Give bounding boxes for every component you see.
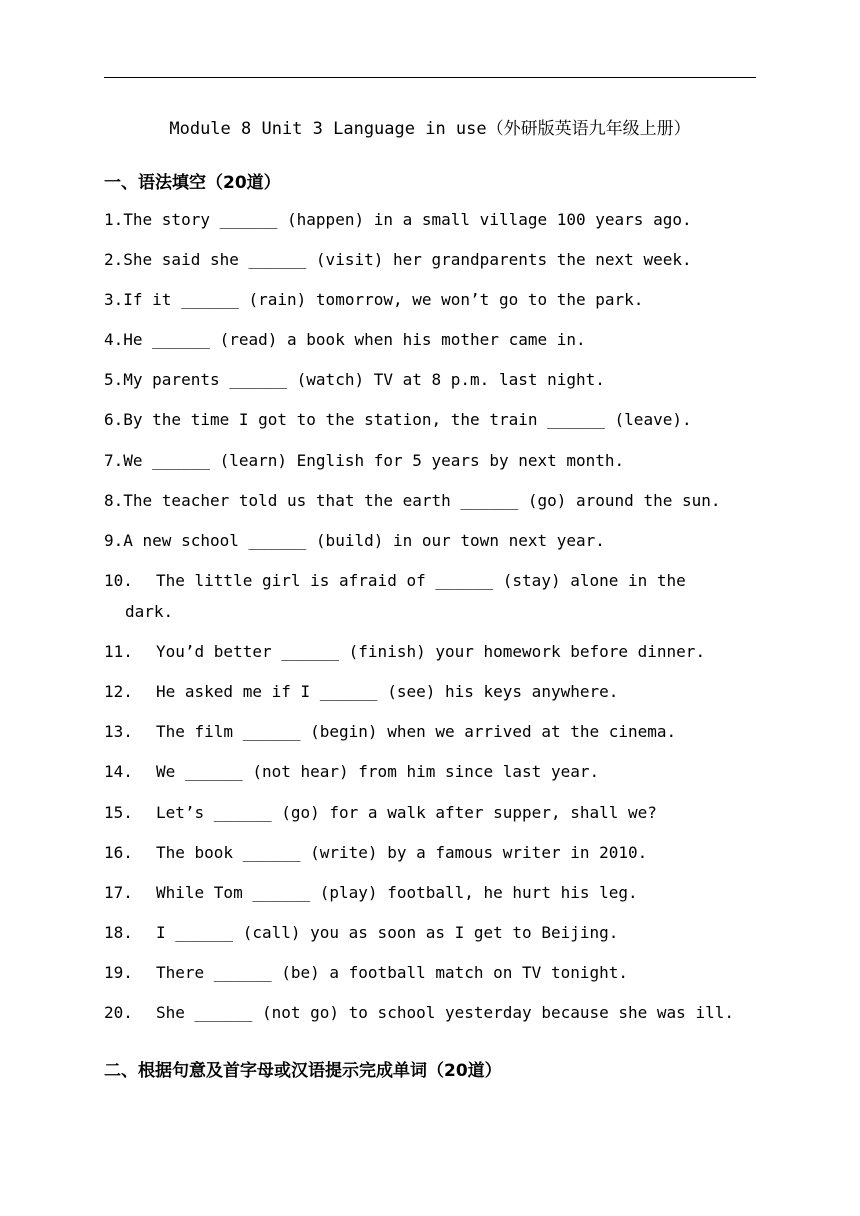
question-text: You’d better ______ (finish) your homework before dinner.	[156, 642, 706, 661]
question-18	[104, 922, 618, 944]
question-number: 20.	[104, 1003, 133, 1022]
question-text: The little girl is afraid of ______ (stay) alone in the	[156, 571, 686, 590]
question-2	[104, 249, 692, 271]
question-text: My parents ______ (watch) TV at 8 p.m. last night.	[123, 370, 605, 389]
question-16	[104, 842, 647, 864]
question-11	[104, 641, 705, 663]
question-text: We ______ (not hear) from him since last year.	[156, 762, 600, 781]
section-heading-word-completion: 二、根据句意及首字母或汉语提示完成单词（20道）	[104, 1061, 502, 1081]
question-number: 7.	[104, 451, 124, 470]
document-title: Module 8 Unit 3 Language in use（外研版英语九年级上册）	[169, 119, 691, 139]
question-number: 4.	[104, 330, 124, 349]
question-text: She ______ (not go) to school yesterday because she was ill.	[156, 1003, 734, 1022]
question-text: We ______ (learn) English for 5 years by next month.	[123, 451, 625, 470]
question-3	[104, 289, 643, 311]
question-number: 15.	[104, 803, 133, 822]
question-4	[104, 329, 586, 351]
question-9	[104, 530, 605, 552]
question-number: 16.	[104, 843, 133, 862]
question-text: The teacher told us that the earth ______ (go) around the sun.	[123, 491, 721, 510]
question-17	[104, 882, 638, 904]
question-15	[104, 802, 657, 824]
question-19	[104, 962, 628, 984]
question-14	[104, 761, 599, 783]
question-number: 13.	[104, 722, 133, 741]
question-5	[104, 369, 605, 391]
question-text: He ______ (read) a book when his mother came in.	[123, 330, 586, 349]
question-number: 6.	[104, 410, 124, 429]
question-text-continued: dark.	[125, 602, 174, 621]
question-10	[104, 570, 686, 623]
question-number: 18.	[104, 923, 133, 942]
question-text: Let’s ______ (go) for a walk after supper, shall we?	[156, 803, 657, 822]
section-heading-grammar: 一、语法填空（20道）	[104, 173, 281, 193]
question-text: The film ______ (begin) when we arrived at the cinema.	[156, 722, 677, 741]
question-number: 2.	[104, 250, 124, 269]
question-text: By the time I got to the station, the train ______ (leave).	[123, 410, 692, 429]
question-8	[104, 490, 721, 512]
question-number: 3.	[104, 290, 124, 309]
question-20	[104, 1002, 734, 1024]
question-1	[104, 209, 692, 231]
header-rule	[104, 77, 756, 78]
question-number: 17.	[104, 883, 133, 902]
question-text: He asked me if I ______ (see) his keys anywhere.	[156, 682, 619, 701]
question-13	[104, 721, 676, 743]
question-text: There ______ (be) a football match on TV tonight.	[156, 963, 629, 982]
question-text: The book ______ (write) by a famous writer in 2010.	[156, 843, 648, 862]
question-text: If it ______ (rain) tomorrow, we won’t go to the park.	[123, 290, 644, 309]
question-7	[104, 450, 624, 472]
question-number: 14.	[104, 762, 133, 781]
question-6	[104, 409, 692, 431]
question-number: 1.	[104, 210, 124, 229]
question-number: 12.	[104, 682, 133, 701]
question-text: I ______ (call) you as soon as I get to Beijing.	[156, 923, 619, 942]
question-number: 19.	[104, 963, 133, 982]
question-text: The story ______ (happen) in a small village 100 years ago.	[123, 210, 692, 229]
question-number: 5.	[104, 370, 124, 389]
question-text: She said she ______ (visit) her grandparents the next week.	[123, 250, 692, 269]
question-text: A new school ______ (build) in our town next year.	[123, 531, 605, 550]
question-number: 9.	[104, 531, 124, 550]
question-number: 10.	[104, 571, 133, 590]
question-number: 11.	[104, 642, 133, 661]
question-12	[104, 681, 618, 703]
question-number: 8.	[104, 491, 124, 510]
question-text: While Tom ______ (play) football, he hurt his leg.	[156, 883, 638, 902]
